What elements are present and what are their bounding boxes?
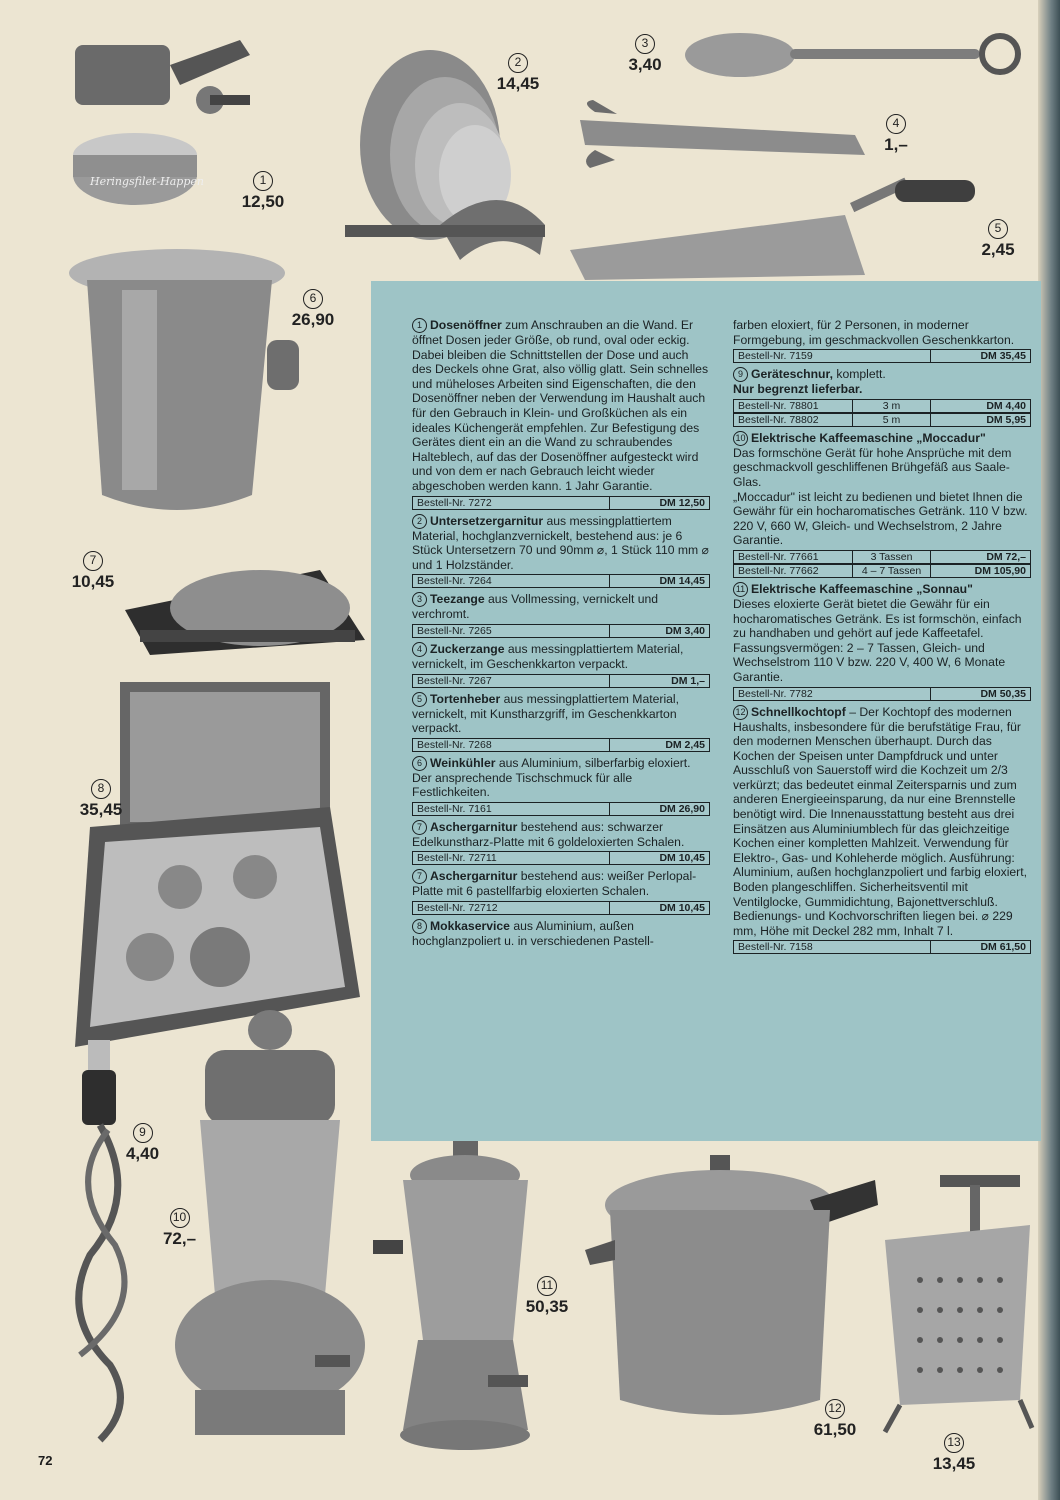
entry-pressure-cooker: 12 Schnellkochtopf – Der Kochtopf des modernen Haushalts, insbesondere für die berufstätige Frau, für den modernen Menschen überhaupt. Durch das Kochen der Speisen unter Dampfdruck und unter Ausschluß von Sauerstoff wird die Kochzeit um 2/3 verkürzt; das bedeutet einmal Zeitersparnis und zum anderen Energieeinsparung, da nur eine Brennstelle benötigt wird. Die Innenausstattung besteht aus drei Einsätzen aus Aluminiumblech für das gleichzeitige Kochen einer kompletten Mahlzeit. Verwendung für Elektro-, Gas- und Kohleherde möglich. Ausführung: Aluminium, außen hochglanzpoliert und farbig eloxiert, Boden plangeschliffen. Sicherheitsventil mit Ventilglocke, Gummidichtung, Bajonettverschluß. Bedienungs- und Kochvorschriften liegen bei. ⌀ 229 mm, Höhe mit Deckel 282 mm, Inhalt 7 l. Bestell-Nr. 7158 DM 61,50 [733, 705, 1031, 955]
entry-mocha-service: 8 Mokkaservice aus Aluminium, außen hochglanzpoliert u. in verschiedenen Pastell- [412, 919, 654, 949]
order-row: Bestell-Nr. 7161 DM 26,90 [412, 802, 710, 816]
entry-wine-cooler: 6 Weinkühler aus Aluminium, silberfarbig eloxiert. Der ansprechende Tischschmuck für alle Festlichkeiten. Bestell-Nr. 7161 DM 26,90 [412, 756, 710, 816]
order-row: Bestell-Nr. 72711 DM 10,45 [412, 851, 710, 865]
price-tag-7: 7 10,45 [71, 553, 115, 591]
entry-mocha-service-cont: farben eloxiert, für 2 Personen, in moderner Formgebung, im geschmackvollen Geschenkkarton. Bestell-Nr. 7159 DM 35,45 [733, 318, 1031, 363]
mocha-service-image [70, 677, 370, 1052]
entry-cake-server: 5 Tortenheber aus messingplattiertem Material, vernickelt, mit Kunstharzgriff, im Geschenkkarton verpackt. Bestell-Nr. 7268 DM 2,45 [412, 692, 710, 752]
entry-sugar-tongs: 4 Zuckerzange aus messingplattiertem Material, vernickelt, im Geschenkkarton verpackt. Bestell-Nr. 7267 DM 1,– [412, 642, 710, 688]
power-cord-image [60, 1035, 145, 1450]
description-column-left [412, 318, 710, 953]
order-row: Bestell-Nr. 7267 DM 1,– [412, 674, 710, 688]
price-tag-9: 9 4,40 [125, 1125, 160, 1163]
entry-moccadur: 10 Elektrische Kaffeemaschine „Moccadur" Das formschöne Gerät für hohe Ansprüche mit dem geschmackvoll geschliffenen Brühgefäß aus Saale-Glas. „Moccadur" ist leicht zu bedienen und bietet Ihnen die Gewähr für ein hocharomatisches Getränk. 110 V bzw. 220 V, 660 W, Gleich- und Wechselstrom, 2 Jahre Garantie. Bestell-Nr. 77661 3 Tassen DM 72,– Bestell-Nr. 77662 4 – 7 Tassen DM 105,90 [733, 431, 1031, 578]
order-row: Bestell-Nr. 78802 5 m DM 5,95 [733, 413, 1031, 427]
sugar-tongs-image [575, 100, 875, 170]
price-tag-12: 12 61,50 [813, 1401, 857, 1439]
order-row: Bestell-Nr. 77662 4 – 7 Tassen DM 105,90 [733, 564, 1031, 578]
order-row: Bestell-Nr. 7158 DM 61,50 [733, 940, 1031, 954]
price-tag-8: 8 35,45 [79, 781, 123, 819]
price-tag-2: 2 14,45 [496, 55, 540, 93]
entry-sonnau: 11 Elektrische Kaffeemaschine „Sonnau" Dieses eloxierte Gerät bietet die Gewähr für ein hocharomatisches Getränk. Es ist formschön, einfach zu handhaben und gehört auf jede Kaffeetafel. Fassungsvermögen: 2 – 7 Tassen, Gleich- und Wechselstrom 110 V bzw. 220 V, 400 W, 6 Monate Garantie. Bestell-Nr. 7782 DM 50,35 [733, 582, 1031, 701]
tea-strainer-image [680, 28, 1025, 83]
price-tag-3: 3 3,40 [628, 36, 662, 74]
entry-power-cord: 9 Geräteschnur, komplett. Nur begrenzt lieferbar. Bestell-Nr. 78801 3 m DM 4,40 Bestell-Nr. 78802 5 m DM 5,95 [733, 367, 1031, 427]
entry-ashtray-white: 7 Aschergarnitur bestehend aus: weißer Perlopal-Platte mit 6 pastellfarbig eloxierten Schalen. Bestell-Nr. 72712 DM 10,45 [412, 869, 710, 915]
price-tag-1: 1 12,50 [241, 173, 285, 211]
order-row: Bestell-Nr. 7265 DM 3,40 [412, 624, 710, 638]
order-row: Bestell-Nr. 7159 DM 35,45 [733, 349, 1031, 363]
can-label: Heringsfilet-Happen [90, 175, 204, 188]
ashtray-set-image [120, 550, 370, 685]
order-row: Bestell-Nr. 72712 DM 10,45 [412, 901, 710, 915]
order-row: Bestell-Nr. 7272 DM 12,50 [412, 496, 710, 510]
entry-coaster-set: 2 Untersetzergarnitur aus messingplattiertem Material, hochglanzvernickelt, bestehend aus: je 6 Stück Untersetzern 70 und 90mm ⌀, 1 Stück 110 mm ⌀ und 1 Holzständer. Bestell-Nr. 7264 DM 14,45 [412, 513, 709, 588]
price-tag-5: 5 2,45 [981, 221, 1015, 259]
description-column-right [733, 318, 1031, 958]
order-row: Bestell-Nr. 78801 3 m DM 4,40 [733, 399, 1031, 413]
entry-can-opener: 1 Dosenöffner zum Anschrauben an die Wand. Er öffnet Dosen jeder Größe, ob rund, oval oder eckig. Dabei bleiben die Schnittstellen der Dose und auch des Deckels ohne Grat, also völlig glatt. Sein schnelles und müheloses Arbeiten sind Eigenschaften, die den Dosenöffner neben der Verwendung im Haushalt auch für den Gebrauch in Klein- und Großküchen als ein ideales Küchengerät empfehlen. Zur Befestigung des Gerätes dient ein an die Wand zu schraubendes Halteblech, auf das der Dosenöffner aufgesteckt wird und von dem er nach Gebrauch leicht wieder abgeschoben werden kann. 1 Jahr Garantie. Bestell-Nr. 7272 DM 12,50 [412, 318, 709, 509]
cake-server-image [565, 175, 985, 285]
wine-cooler-image [62, 245, 302, 525]
page-edge [1038, 0, 1060, 1500]
price-tag-4: 4 1,– [884, 116, 908, 154]
price-tag-11: 11 50,35 [525, 1278, 569, 1316]
can-opener-image [60, 25, 260, 220]
order-row: Bestell-Nr. 7268 DM 2,45 [412, 738, 710, 752]
page-number: 72 [38, 1453, 53, 1468]
price-tag-10: 10 72,– [162, 1210, 197, 1248]
price-tag-13: 13 13,45 [932, 1435, 976, 1473]
potato-press-image [880, 1170, 1035, 1435]
entry-tea-tongs: 3 Teezange aus Vollmessing, vernickelt und verchromt. Bestell-Nr. 7265 DM 3,40 [412, 592, 710, 638]
price-tag-6: 6 26,90 [291, 291, 335, 329]
order-row: Bestell-Nr. 77661 3 Tassen DM 72,– [733, 550, 1031, 564]
pressure-cooker-image [580, 1150, 880, 1430]
order-row: Bestell-Nr. 7782 DM 50,35 [733, 687, 1031, 701]
entry-ashtray-black: 7 Aschergarnitur bestehend aus: schwarzer Edelkunstharz-Platte mit 6 goldeloxierten Schalen. Bestell-Nr. 72711 DM 10,45 [412, 820, 710, 866]
order-row: Bestell-Nr. 7264 DM 14,45 [412, 574, 710, 588]
